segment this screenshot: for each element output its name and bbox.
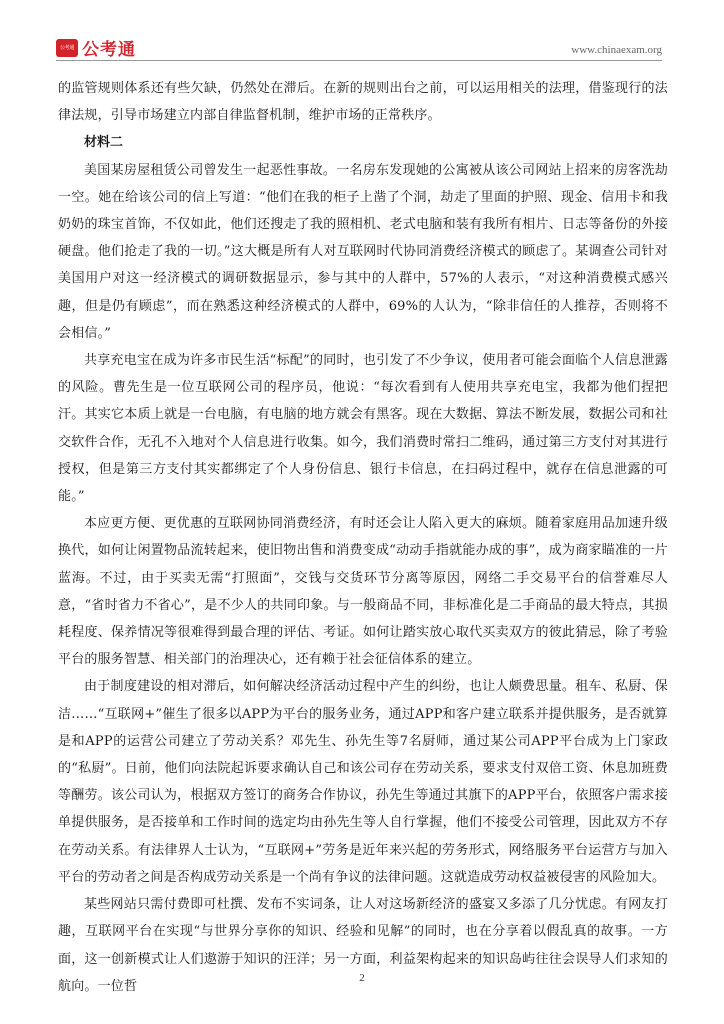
section-title: 材料二 bbox=[84, 135, 124, 151]
paragraph: 的监管规则体系还有些欠缺，仍然处在滞后。在新的规则出台之前，可以运用相关的法理，借鉴现行的法律法规，引导市场建立内部自律监督机制，维护市场的正常秩序。 bbox=[58, 81, 668, 124]
paragraph: 本应更方便、更优惠的互联网协同消费经济，有时还会让人陷入更大的麻烦。随着家庭用品加速升级换代，如何让闲置物品流转起来，使旧物出售和消费变成“动动手指就能办成的事”，成为商家瞄准的一片蓝海。不过，由于买卖无需“打照面”，交钱与交货环节分离等原因，网络二手交易平台的信誉难尽人意，“省时省力不省心”，是不少人的共同印象。与一般商品不同，非标准化是二手商品的最大特点，其损耗程度、保养情况等很难得到最合理的评估、考证。如何让踏实放心取代买卖双方的彼此猜忌，除了考验平台的服务智慧、相关部门的治理决心，还有赖于社会征信体系的建立。 bbox=[58, 516, 668, 668]
document-body bbox=[58, 75, 668, 1000]
paragraph: 由于制度建设的相对滞后，如何解决经济活动过程中产生的纠纷，也让人颇费思量。租车、私厨、保洁……“互联网+”催生了很多以APP为平台的服务业务，通过APP和客户建立联系并提供服务，是否就算是和APP的运营公司建立了劳动关系？邓先生、孙先生等7名厨师，通过某公司APP平台成为上门家政的“私厨”。日前，他们向法院起诉要求确认自己和该公司存在劳动关系，要求支付双倍工资、休息加班费等酬劳。该公司认为，根据双方签订的商务合作协议，孙先生等通过其旗下的APP平台，依照客户需求接单提供服务，是否接单和工作时间的选定均由孙先生等人自行掌握，他们不接受公司管理，因此双方不存在劳动关系。有法律界人士认为，“互联网+”劳务是近年来兴起的劳务形式，网络服务平台运营方与加入平台的劳动者之间是否构成劳动关系是一个尚有争议的法律问题。这就造成劳动权益被侵害的风险加大。 bbox=[58, 679, 668, 885]
paragraph: 美国某房屋租赁公司曾发生一起恶性事故。一名房东发现她的公寓被从该公司网站上招来的房客洗劫一空。她在给该公司的信上写道：“他们在我的柜子上凿了个洞，劫走了里面的护照、现金、信用卡和我奶奶的珠宝首饰，不仅如此，他们还搜走了我的照相机、老式电脑和装有我所有相片、日志等备份的外接硬盘。他们抢走了我的一切。”这大概是所有人对互联网时代协同消费经济模式的顾虑了。某调查公司针对美国用户对这一经济模式的调研数据显示，参与其中的人群中，57%的人表示，“对这种消费模式感兴趣，但是仍有顾虑”，而在熟悉这种经济模式的人群中，69%的人认为，“除非信任的人推荐，否则将不会相信。” bbox=[58, 162, 668, 341]
page-header bbox=[0, 0, 724, 60]
logo-badge: 公考通 bbox=[56, 39, 78, 57]
logo bbox=[56, 35, 136, 60]
paragraph: 某些网站只需付费即可杜撰、发布不实词条，让人对这场新经济的盛宴又多添了几分忧虑。有网友打趣，互联网平台在实现“与世界分享你的知识、经验和见解”的同时，也在分享着以假乱真的故事。一方面，这一创新模式让人们遨游于知识的汪洋；另一方面，利益架构起来的知识岛屿往往会误导人们求知的航向。一位哲 bbox=[58, 897, 668, 994]
page-number: 2 bbox=[359, 972, 365, 984]
logo-text: 公考通 bbox=[82, 40, 136, 60]
site-url: www.chinaexam.org bbox=[571, 44, 662, 56]
header-divider bbox=[56, 60, 662, 61]
paragraph: 共享充电宝在成为许多市民生活“标配”的同时，也引发了不少争议，使用者可能会面临个人信息泄露的风险。曹先生是一位互联网公司的程序员，他说：“每次看到有人使用共享充电宝，我都为他们捏把汗。其实它本质上就是一台电脑，有电脑的地方就会有黑客。现在大数据、算法不断发展，数据公司和社交软件合作，无孔不入地对个人信息进行收集。如今，我们消费时常扫二维码，通过第三方支付对其进行授权，但是第三方支付其实都绑定了个人身份信息、银行卡信息，在扫码过程中，就存在信息泄露的可能。” bbox=[58, 353, 668, 505]
